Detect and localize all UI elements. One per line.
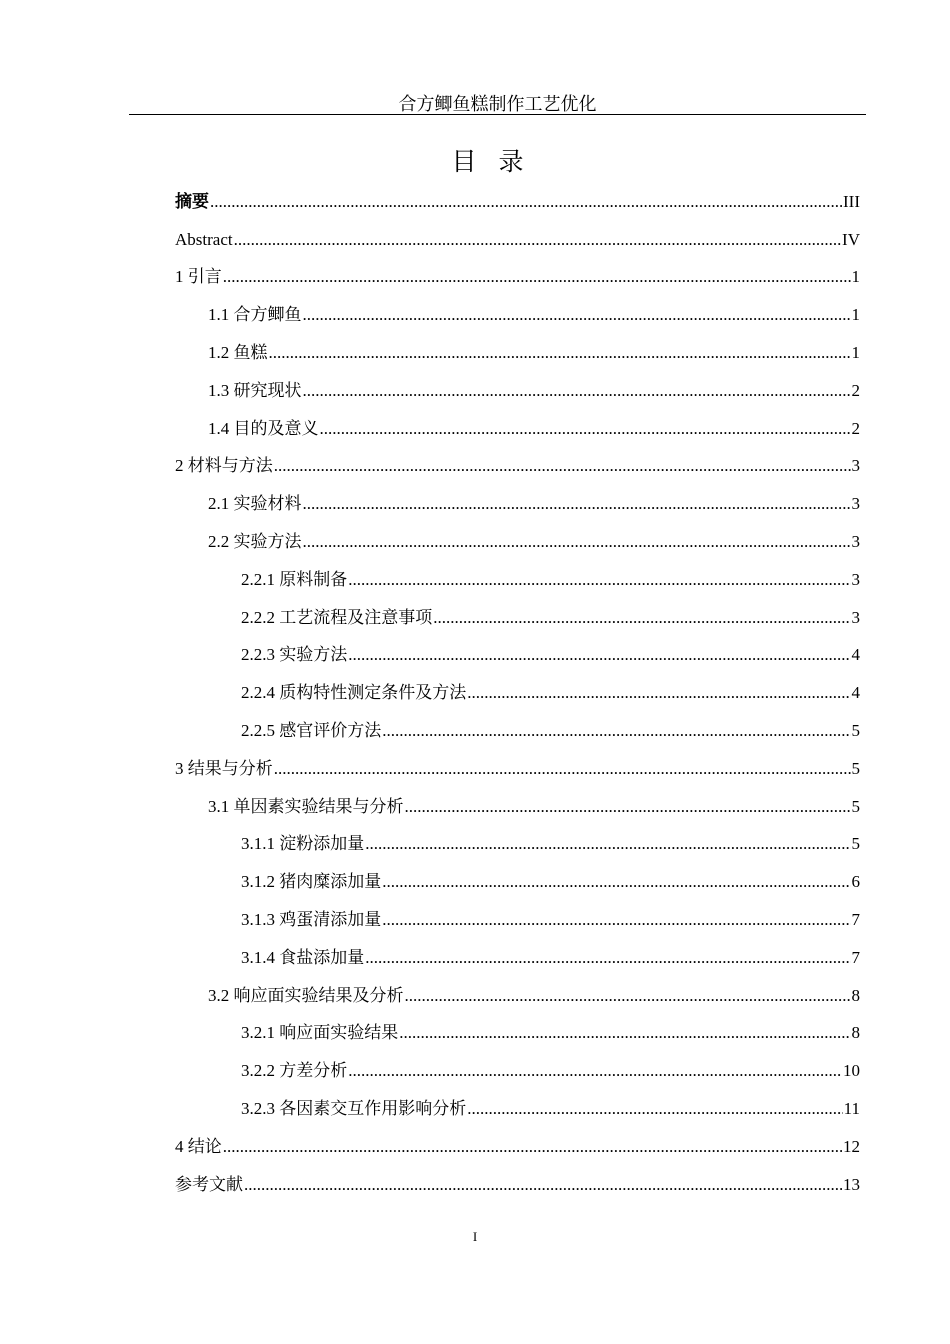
toc-entry-page: 1 xyxy=(851,305,860,325)
toc-entry-page: III xyxy=(843,191,860,211)
toc-leader-dots xyxy=(348,1060,842,1082)
toc-entry-label: 2.2.2 工艺流程及注意事项 xyxy=(241,607,433,627)
toc-entry-page: 3 xyxy=(851,494,860,514)
toc-entry-label: 3 结果与分析 xyxy=(175,758,273,778)
toc-entry-label: 3.2.3 各因素交互作用影响分析 xyxy=(241,1099,467,1119)
toc-entry[interactable] xyxy=(175,334,860,372)
toc-entry-page: 2 xyxy=(851,418,860,438)
toc-leader-dots xyxy=(382,909,850,931)
toc-entry-page: 3 xyxy=(851,532,860,552)
toc-entry[interactable] xyxy=(175,1052,860,1090)
toc-leader-dots xyxy=(274,455,851,477)
toc-leader-dots xyxy=(348,644,850,666)
toc-entry[interactable] xyxy=(175,863,860,901)
toc-entry-label: 3.1.3 鸡蛋清添加量 xyxy=(241,910,382,930)
toc-leader-dots xyxy=(348,569,850,591)
running-header: 合方鲫鱼糕制作工艺优化 xyxy=(398,94,597,114)
toc-entry-page: 5 xyxy=(851,796,860,816)
toc-entry-page: 10 xyxy=(843,1061,860,1081)
toc-entry-label: 2.2.1 原料制备 xyxy=(241,569,348,589)
toc-leader-dots xyxy=(467,682,850,704)
toc-entry-label: 1.4 目的及意义 xyxy=(208,418,319,438)
toc-title: 目录 xyxy=(451,149,546,176)
toc-entry[interactable] xyxy=(175,259,860,297)
toc-entry-label: 3.2.2 方差分析 xyxy=(241,1061,348,1081)
toc-leader-dots xyxy=(303,493,851,515)
toc-entry-label: Abstract xyxy=(175,229,233,249)
toc-entry-label: 3.1.2 猪肉糜添加量 xyxy=(241,872,382,892)
toc-entry-page: IV xyxy=(842,229,860,249)
toc-leader-dots xyxy=(210,191,842,213)
toc-entry[interactable] xyxy=(175,674,860,712)
toc-entry-label: 3.1.4 食盐添加量 xyxy=(241,947,365,967)
toc-leader-dots xyxy=(303,531,851,553)
table-of-contents xyxy=(175,183,860,1204)
toc-entry[interactable] xyxy=(175,561,860,599)
toc-entry-page: 1 xyxy=(851,267,860,287)
toc-entry-page: 4 xyxy=(851,683,860,703)
toc-leader-dots xyxy=(223,266,851,288)
toc-entry-label: 2.2.5 感官评价方法 xyxy=(241,721,382,741)
toc-leader-dots xyxy=(234,229,841,251)
toc-entry[interactable] xyxy=(175,1015,860,1053)
toc-entry[interactable] xyxy=(175,183,860,221)
toc-leader-dots xyxy=(274,758,851,780)
toc-leader-dots xyxy=(269,342,851,364)
toc-leader-dots xyxy=(365,947,850,969)
toc-entry[interactable] xyxy=(175,939,860,977)
toc-entry-label: 参考文献 xyxy=(175,1174,243,1194)
toc-entry[interactable] xyxy=(175,448,860,486)
toc-leader-dots xyxy=(382,720,850,742)
toc-entry-label: 2.1 实验材料 xyxy=(208,494,302,514)
toc-entry-label: 摘要 xyxy=(175,191,209,211)
toc-entry-label: 1.2 鱼糕 xyxy=(208,343,268,363)
toc-entry[interactable] xyxy=(175,1128,860,1166)
toc-entry-page: 7 xyxy=(851,910,860,930)
toc-entry[interactable] xyxy=(175,296,860,334)
toc-entry-page: 8 xyxy=(851,985,860,1005)
toc-entry-label: 3.2 响应面实验结果及分析 xyxy=(208,985,404,1005)
toc-entry-label: 3.1.1 淀粉添加量 xyxy=(241,834,365,854)
toc-entry-page: 13 xyxy=(843,1174,860,1194)
toc-leader-dots xyxy=(244,1174,842,1196)
toc-entry-label: 4 结论 xyxy=(175,1136,222,1156)
toc-leader-dots xyxy=(303,304,851,326)
toc-entry-label: 1 引言 xyxy=(175,267,222,287)
toc-leader-dots xyxy=(405,985,851,1007)
toc-entry[interactable] xyxy=(175,485,860,523)
toc-entry[interactable] xyxy=(175,523,860,561)
toc-entry[interactable] xyxy=(175,977,860,1015)
toc-entry-page: 3 xyxy=(851,456,860,476)
toc-entry[interactable] xyxy=(175,788,860,826)
toc-entry-label: 1.3 研究现状 xyxy=(208,380,302,400)
toc-entry-page: 1 xyxy=(851,343,860,363)
toc-entry-page: 7 xyxy=(851,947,860,967)
toc-entry[interactable] xyxy=(175,221,860,259)
toc-leader-dots xyxy=(399,1022,850,1044)
toc-entry-label: 2.2.4 质构特性测定条件及方法 xyxy=(241,683,467,703)
toc-entry-label: 2 材料与方法 xyxy=(175,456,273,476)
toc-entry-label: 3.2.1 响应面实验结果 xyxy=(241,1023,399,1043)
toc-entry[interactable] xyxy=(175,901,860,939)
toc-entry[interactable] xyxy=(175,637,860,675)
toc-leader-dots xyxy=(433,607,850,629)
toc-entry[interactable] xyxy=(175,1166,860,1204)
toc-entry[interactable] xyxy=(175,712,860,750)
toc-entry[interactable] xyxy=(175,410,860,448)
toc-leader-dots xyxy=(382,871,850,893)
toc-entry-page: 11 xyxy=(843,1099,860,1119)
toc-entry-page: 5 xyxy=(851,721,860,741)
toc-leader-dots xyxy=(405,796,851,818)
toc-leader-dots xyxy=(303,380,851,402)
toc-entry-page: 6 xyxy=(851,872,860,892)
toc-entry[interactable] xyxy=(175,750,860,788)
toc-entry[interactable] xyxy=(175,372,860,410)
toc-entry[interactable] xyxy=(175,599,860,637)
toc-entry-page: 5 xyxy=(851,758,860,778)
toc-entry-label: 1.1 合方鲫鱼 xyxy=(208,305,302,325)
toc-entry-page: 3 xyxy=(851,569,860,589)
toc-entry-page: 8 xyxy=(851,1023,860,1043)
toc-entry-page: 3 xyxy=(851,607,860,627)
toc-leader-dots xyxy=(365,833,850,855)
toc-entry-label: 2.2.3 实验方法 xyxy=(241,645,348,665)
toc-leader-dots xyxy=(320,418,851,440)
toc-leader-dots xyxy=(467,1098,842,1120)
toc-entry-page: 4 xyxy=(851,645,860,665)
toc-entry-page: 5 xyxy=(851,834,860,854)
page-number: I xyxy=(472,1229,478,1244)
toc-entry[interactable] xyxy=(175,1090,860,1128)
toc-entry[interactable] xyxy=(175,826,860,864)
toc-entry-page: 2 xyxy=(851,380,860,400)
header-rule xyxy=(129,114,866,115)
toc-leader-dots xyxy=(223,1136,842,1158)
toc-entry-label: 3.1 单因素实验结果与分析 xyxy=(208,796,404,816)
toc-entry-label: 2.2 实验方法 xyxy=(208,532,302,552)
toc-entry-page: 12 xyxy=(843,1136,860,1156)
